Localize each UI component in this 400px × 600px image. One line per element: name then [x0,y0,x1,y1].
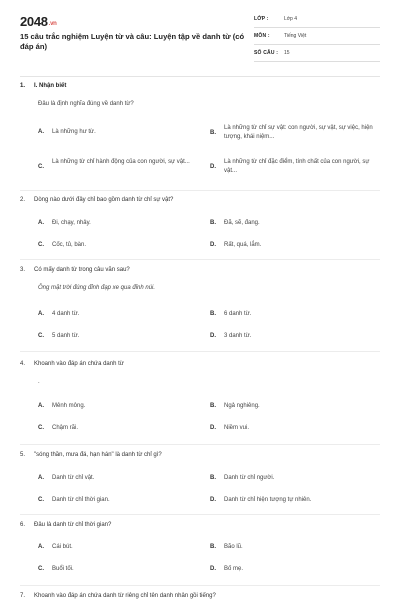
question-heading [20,521,380,530]
option-letter: A. [38,129,44,135]
header-divider [20,76,380,77]
question-heading [20,451,380,460]
option-letter: A. [38,311,44,317]
question-text: "sóng thần, mưa đá, hạn hán" là danh từ chỉ gì? [34,452,162,458]
option-letter: B. [210,130,216,136]
option-text: 6 danh từ. [224,311,252,317]
question-number: 1. [20,83,26,89]
option-text: Danh từ chỉ người. [224,475,275,481]
option-text: Đi, chạy, nhảy. [52,220,91,226]
question-heading [20,360,380,369]
option-text: Cái bút. [52,544,73,550]
option-text: Là những hư từ. [52,129,96,135]
question-separator [20,259,380,260]
option-text: Đã, sẽ, đang. [224,220,260,226]
option-letter: A. [38,475,44,481]
option-letter: A. [38,403,44,409]
option-text: Bố mẹ. [224,566,244,572]
meta-row-subject [254,31,380,45]
question-heading [20,82,380,91]
meta-label: MÔN : [254,33,270,39]
question-sentence: Ông mặt trời đúng đỉnh đạp xe qua đỉnh núi. [38,285,156,291]
question-number: 2. [20,197,26,203]
option-text: Mênh mông. [52,403,86,409]
question-text: Có mấy danh từ trong câu văn sau? [34,267,130,273]
option-text: Danh từ chỉ thời gian. [52,497,110,503]
option-letter: D. [210,333,216,339]
question-text: I. Nhận biết [34,83,67,89]
option-letter: B. [210,220,216,226]
option-text: Là những từ chỉ sự vật: con người, sự vật, sự việc, hiện tượng, khái niệm... [224,125,373,140]
option-text: Là những từ chỉ hành động của con người, sự vật... [52,159,190,165]
option-letter: B. [210,311,216,317]
question-text: Khoanh vào đáp án chứa danh từ riêng chỉ tên danh nhân gồi tiếng? [34,593,216,599]
question-separator [20,351,380,352]
question-6 [20,521,380,581]
question-heading [20,196,380,205]
option-text: Là những từ chỉ đặc điểm, tính chất của con người, sự vật... [224,159,370,174]
question-number: 5. [20,452,26,458]
question-number: 6. [20,522,26,528]
question-text: Đâu là danh từ chỉ thời gian? [34,522,112,528]
option-text: 4 danh từ. [52,311,80,317]
option-text: Rất, quá, lắm. [224,242,262,248]
question-number: 4. [20,361,26,367]
meta-label: LỚP : [254,16,269,22]
option-letter: A. [38,220,44,226]
option-text: Cốc, tủ, bàn. [52,242,87,248]
logo-text: 2048 [20,14,48,29]
question-2 [20,196,380,256]
question-separator [20,190,380,191]
question-separator [20,444,380,445]
option-letter: C. [38,242,44,248]
option-text: Bão lũ. [224,544,243,550]
document-header [0,0,400,70]
option-letter: C. [38,497,44,503]
option-letter: B. [210,544,216,550]
option-letter: A. [38,544,44,550]
meta-value: 15 [284,50,290,56]
question-heading [20,266,380,275]
option-text: Danh từ chỉ vật. [52,475,95,481]
meta-value: Tiếng Việt [284,33,307,39]
meta-row-count [254,48,380,62]
option-text: 3 danh từ. [224,333,252,339]
option-text: Danh từ chỉ hiện tượng tự nhiên. [224,497,312,503]
option-letter: B. [210,475,216,481]
question-1 [20,82,380,186]
option-letter: D. [210,566,216,572]
question-7 [20,592,380,600]
option-letter: D. [210,242,216,248]
question-3 [20,266,380,346]
option-text: 5 danh từ. [52,333,80,339]
meta-label: SỐ CÂU : [254,50,279,56]
document-meta [254,14,380,65]
question-text: Dòng nào dưới đây chỉ bao gồm danh từ chỉ sự vật? [34,197,174,203]
question-separator [20,585,380,586]
option-text: Ngả nghiêng. [224,403,260,409]
option-text: Buổi tối. [52,566,74,572]
meta-value: Lớp 4 [284,16,298,22]
question-5 [20,451,380,511]
meta-row-class [254,14,380,28]
option-letter: C. [38,333,44,339]
option-letter: C. [38,164,44,170]
option-letter: D. [210,164,216,170]
option-text: Niềm vui. [224,425,250,431]
option-letter: C. [38,566,44,572]
site-logo[interactable] [20,14,57,29]
question-number: 3. [20,267,26,273]
logo-suffix: .vn [48,21,57,27]
question-blank: . [38,379,40,385]
option-letter: D. [210,497,216,503]
question-4 [20,360,380,440]
question-separator [20,514,380,515]
option-text: Chậm rãi. [52,425,79,431]
question-heading [20,592,380,600]
document-title: 15 câu trắc nghiệm Luyện từ và câu: Luyện tập về danh từ (có đáp án) [20,32,245,51]
option-letter: B. [210,403,216,409]
option-letter: D. [210,425,216,431]
option-letter: C. [38,425,44,431]
question-text: Khoanh vào đáp án chứa danh từ [34,361,124,367]
question-number: 7. [20,593,26,599]
question-prompt: Đâu là định nghĩa đúng về danh từ? [38,101,134,107]
